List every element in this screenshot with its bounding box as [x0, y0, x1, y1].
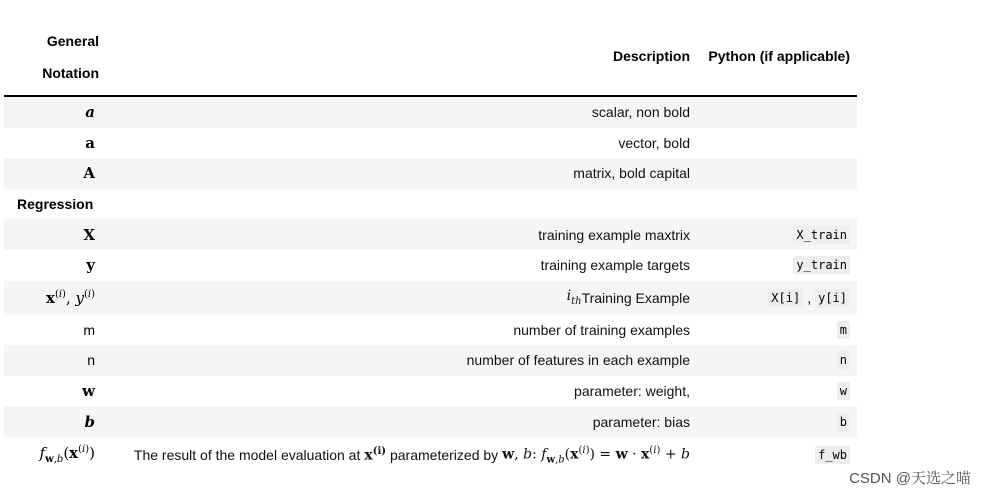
- description-cell: number of training examples: [513, 321, 690, 338]
- header-notation: [42, 25, 99, 89]
- table-row: [4, 219, 857, 250]
- description-cell: [567, 281, 690, 315]
- header-description: Description: [612, 48, 690, 64]
- description-cell: parameter: bias: [592, 413, 690, 430]
- notation-cell: a: [85, 133, 95, 152]
- notation-cell: w: [82, 382, 95, 401]
- notation-table: [4, 0, 857, 473]
- description-cell: vector, bold: [618, 134, 690, 151]
- table-row: [4, 97, 857, 128]
- header-python: Python (if applicable): [708, 48, 850, 64]
- section-row: [4, 189, 857, 220]
- table-row: [4, 281, 857, 315]
- notation-cell: b: [84, 412, 95, 431]
- desc-math-formula: w, b: $f_{w,b}(x^{(i)}) = w \cdot x^{(i)} + b$: [502, 444, 690, 466]
- description-cell: training example maxtrix: [538, 226, 690, 243]
- python-code: m: [837, 321, 850, 339]
- notation-cell: A: [83, 164, 95, 183]
- table-header: [4, 0, 857, 97]
- notation-cell: m: [83, 321, 95, 338]
- python-cell: [837, 406, 850, 437]
- notation-math: $x^{(i)}$, $y^{(i)}$: [45, 288, 95, 307]
- table-row: [4, 158, 857, 189]
- notation-cell: a: [85, 103, 95, 122]
- python-code: b: [837, 413, 850, 431]
- description-text-2: parameterized by: [389, 446, 499, 463]
- python-code: f_wb: [815, 446, 850, 464]
- description-text: Training Example: [581, 289, 690, 306]
- table-row: [4, 406, 857, 437]
- ith-math: $i_{th}$: [566, 288, 582, 307]
- watermark: CSDN @天选之喵: [849, 470, 971, 487]
- description-text-1: The result of the model evaluation at: [133, 446, 361, 463]
- table-row: [4, 345, 857, 376]
- python-cell: [768, 281, 850, 315]
- notation-cell: y: [86, 256, 95, 275]
- notation-cell: [40, 437, 95, 473]
- notation-math: $f_{w,b}(x^{(i)})$: [39, 444, 95, 466]
- description-cell: number of features in each example: [466, 352, 690, 369]
- description-cell: parameter: weight,: [574, 383, 690, 400]
- notation-cell: [46, 281, 95, 315]
- header-notation-line2: Notation: [42, 65, 99, 81]
- python-code: X[i]: [768, 289, 803, 307]
- table-row: [4, 437, 857, 473]
- desc-math-x: $x^{(i)}$: [364, 446, 386, 464]
- section-label: Regression: [17, 196, 94, 213]
- python-code: w: [837, 382, 850, 400]
- python-code-2: y[i]: [815, 289, 850, 307]
- python-code: n: [837, 351, 850, 369]
- table-row: [4, 250, 857, 281]
- description-cell: training example targets: [540, 257, 690, 274]
- python-cell: [793, 250, 850, 281]
- python-cell: [815, 437, 850, 473]
- description-cell: matrix, bold capital: [573, 165, 690, 182]
- header-notation-line1: General: [46, 33, 99, 49]
- description-cell: scalar, non bold: [591, 104, 690, 121]
- python-separator: ,: [807, 289, 812, 306]
- python-code: X_train: [793, 226, 850, 244]
- table-row: [4, 315, 857, 346]
- description-cell: [134, 437, 690, 473]
- table-row: [4, 128, 857, 159]
- python-cell: [837, 376, 850, 407]
- notation-cell: X: [83, 225, 95, 244]
- notation-cell: n: [87, 352, 95, 369]
- python-cell: [837, 345, 850, 376]
- python-cell: [837, 315, 850, 346]
- table-row: [4, 376, 857, 407]
- python-code: y_train: [793, 256, 850, 274]
- python-cell: [793, 219, 850, 250]
